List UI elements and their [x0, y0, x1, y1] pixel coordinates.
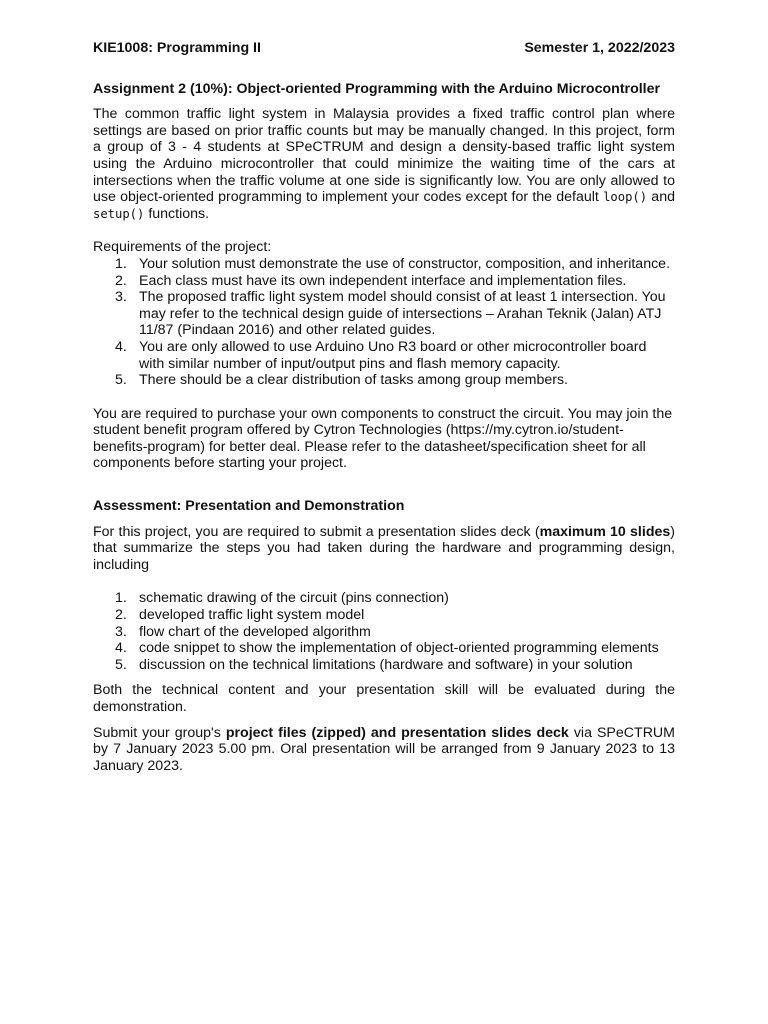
requirement-item [93, 339, 675, 372]
assessment-intro-rest: ) that summarize the steps you had taken during the hardware and programming design, including [93, 523, 675, 573]
assessment-item [93, 657, 675, 674]
evaluation-paragraph: Both the technical content and your presentation skill will be evaluated during the demonstration. [93, 682, 675, 715]
list-number: 3. [115, 289, 127, 306]
document-header [93, 40, 675, 57]
requirement-item [93, 289, 675, 339]
submission-files-emphasis: project files (zipped) and presentation slides deck [225, 724, 569, 741]
assessment-item-text: developed traffic light system model [139, 607, 365, 624]
submission-deadline-text: via SPeCTRUM by 7 January 2023 5.00 pm. Oral presentation will be arranged from 9 January 2023 to 13 January 2023. [93, 724, 675, 774]
assessment-intro [93, 524, 675, 574]
intro-end: functions. [144, 205, 210, 222]
assessment-item-text: discussion on the technical limitations (hardware and software) in your solution [139, 656, 633, 673]
intro-paragraph [93, 106, 675, 222]
requirement-text: Each class must have its own independent interface and implementation files. [139, 272, 627, 289]
list-number: 5. [115, 656, 127, 673]
assessment-item [93, 624, 675, 641]
requirement-text: Your solution must demonstrate the use of constructor, composition, and inheritance. [139, 255, 671, 272]
assessment-title: Assessment: Presentation and Demonstration [93, 498, 405, 515]
intro-and: and [647, 189, 675, 206]
code-setup: setup() [93, 206, 145, 221]
intro-text: The common traffic light system in Malaysia provides a fixed traffic control plan where settings are based on prior traffic counts but may be manually changed. In this project, form a group of 3 - 4 students at SPeCTRUM and design a density-based traffic light system using the Arduino microcontroller that could minimize the waiting time of the cars at intersections when the traffic volume at one side is significantly low. You are only allowed to use object-oriented programming to implement your codes except for the default [93, 106, 675, 206]
submission-paragraph [93, 725, 675, 775]
components-paragraph: You are required to purchase your own components to construct the circuit. You may join the student benefit program offered by Cytron Technologies (https://my.cytron.io/student-benefits-program) for better deal. Please refer to the datasheet/specification sheet for all components before starting your project. [93, 405, 673, 472]
max-slides-emphasis: maximum 10 slides [539, 523, 671, 540]
requirement-text: The proposed traffic light system model should consist of at least 1 intersection. You may refer to the technical design guide of intersections – Arahan Teknik (Jalan) ATJ 11/87 (Pindaan 2016) and other related guides. [139, 289, 666, 339]
code-loop: loop() [603, 190, 648, 205]
list-number: 4. [115, 338, 127, 355]
requirement-text: You are only allowed to use Arduino Uno R3 board or other microcontroller board with similar number of input/output pins and flash memory capacity. [139, 338, 647, 372]
list-number: 3. [115, 623, 127, 640]
list-number: 2. [115, 272, 127, 289]
list-number: 2. [115, 607, 127, 624]
requirements-label: Requirements of the project: [93, 239, 272, 256]
assessment-item-text: code snippet to show the implementation of object-oriented programming elements [139, 640, 659, 657]
requirement-item [93, 372, 675, 389]
assessment-item-text: schematic drawing of the circuit (pins connection) [139, 590, 449, 607]
list-number: 5. [115, 372, 127, 389]
list-number: 1. [115, 590, 127, 607]
assignment-title: Assignment 2 (10%): Object-oriented Programming with the Arduino Microcontroller [93, 80, 661, 97]
requirements-list [93, 256, 675, 389]
course-title: KIE1008: Programming II [93, 40, 261, 56]
semester-label: Semester 1, 2022/2023 [524, 40, 675, 56]
submission-text: Submit your group's [93, 724, 226, 741]
assessment-item [93, 640, 675, 657]
requirement-item [93, 273, 675, 290]
assessment-item [93, 590, 675, 607]
document-page [93, 40, 675, 774]
list-number: 4. [115, 640, 127, 657]
assessment-item [93, 607, 675, 624]
requirement-item [93, 256, 675, 273]
requirement-text: There should be a clear distribution of tasks among group members. [139, 372, 568, 389]
assessment-list [93, 590, 675, 673]
list-number: 1. [115, 255, 127, 272]
assessment-item-text: flow chart of the developed algorithm [139, 623, 371, 640]
assessment-intro-text: For this project, you are required to submit a presentation slides deck ( [93, 523, 540, 540]
